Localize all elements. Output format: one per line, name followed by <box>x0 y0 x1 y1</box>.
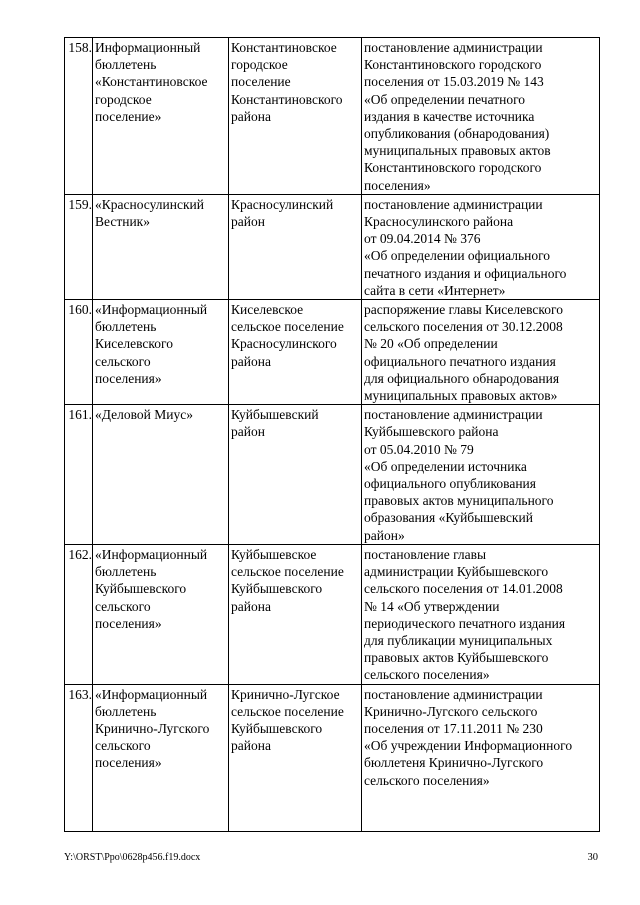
publication-name <box>93 405 229 545</box>
publication-name <box>93 38 229 195</box>
publication-name-text: «Информационный бюллетень Кринично-Лугского сельского поселения» <box>95 686 210 771</box>
municipality <box>229 38 362 195</box>
publication-name <box>93 194 229 299</box>
municipality <box>229 684 362 831</box>
row-number: 162. <box>65 544 93 684</box>
municipality-text: Куйбышевское сельское поселение Куйбышевского района <box>231 546 344 614</box>
row-number: 158. <box>65 38 93 195</box>
municipality <box>229 405 362 545</box>
table-row <box>65 405 600 545</box>
publication-name <box>93 684 229 831</box>
municipality-text: Константиновское городское поселение Константиновского района <box>231 40 343 124</box>
municipality-text: Красносулинский район <box>231 196 334 230</box>
legal-act <box>362 194 600 299</box>
municipality <box>229 544 362 684</box>
row-number: 163. <box>65 684 93 831</box>
registry-table <box>64 37 600 832</box>
municipality-text: Киселевское сельское поселение Красносулинского района <box>231 302 344 369</box>
legal-act-text: постановление администрации Красносулинского района от 09.04.2014 № 376 «Об определении официального печатного издания и официального сайта в сети «Интернет» <box>364 196 567 298</box>
legal-act <box>362 300 600 405</box>
municipality-text: Куйбышевский район <box>231 407 319 440</box>
row-number: 161. <box>65 405 93 545</box>
table-row <box>65 544 600 684</box>
publication-name <box>93 300 229 405</box>
municipality-text: Кринично-Лугское сельское поселение Куйбышевского района <box>231 686 344 754</box>
row-number: 160. <box>65 300 93 405</box>
table-row <box>65 684 600 831</box>
municipality <box>229 300 362 405</box>
publication-name-text: «Информационный бюллетень Киселевского сельского поселения» <box>95 302 208 386</box>
legal-act-text: постановление главы администрации Куйбышевского сельского поселения от 14.01.2008 № 14 «Об утверждении периодического печатного издания для публикации муниципальных правовых актов Куйбышевского сельского поселения» <box>364 546 566 683</box>
publication-name-text: «Красносулинский Вестник» <box>95 196 204 230</box>
table-row <box>65 194 600 299</box>
legal-act-text: постановление администрации Куйбышевского района от 05.04.2010 № 79 «Об определении источника официального опубликования правовых актов муниципального образования «Куйбышевский район» <box>364 407 554 543</box>
page-number: 30 <box>587 852 598 863</box>
table-row <box>65 38 600 195</box>
row-number: 159. <box>65 194 93 299</box>
legal-act <box>362 684 600 831</box>
legal-act <box>362 544 600 684</box>
footer-file-path: Y:\ORST\Ppo\0628p456.f19.docx <box>64 852 201 863</box>
legal-act-text: распоряжение главы Киселевского сельского поселения от 30.12.2008 № 20 «Об определении официального печатного издания для официального обнародования муниципальных правовых актов» <box>364 302 563 404</box>
publication-name-text: Информационный бюллетень «Константиновское городское поселение» <box>95 40 208 124</box>
legal-act-text: постановление администрации Кринично-Лугского сельского поселения от 17.11.2011 № 230 «Об учреждении Информационного бюллетеня Кринично-Лугского сельского поселения» <box>364 686 573 788</box>
publication-name-text: «Деловой Миус» <box>95 407 193 423</box>
table-row <box>65 300 600 405</box>
legal-act-text: постановление администрации Константиновского городского поселения от 15.03.2019 № 143 «Об определении печатного издания в качестве источника опубликования (обнародования) муниципальных правовых актов Константиновского городского поселения» <box>364 40 551 193</box>
municipality <box>229 194 362 299</box>
legal-act <box>362 405 600 545</box>
publication-name <box>93 544 229 684</box>
publication-name-text: «Информационный бюллетень Куйбышевского сельского поселения» <box>95 546 208 631</box>
legal-act <box>362 38 600 195</box>
